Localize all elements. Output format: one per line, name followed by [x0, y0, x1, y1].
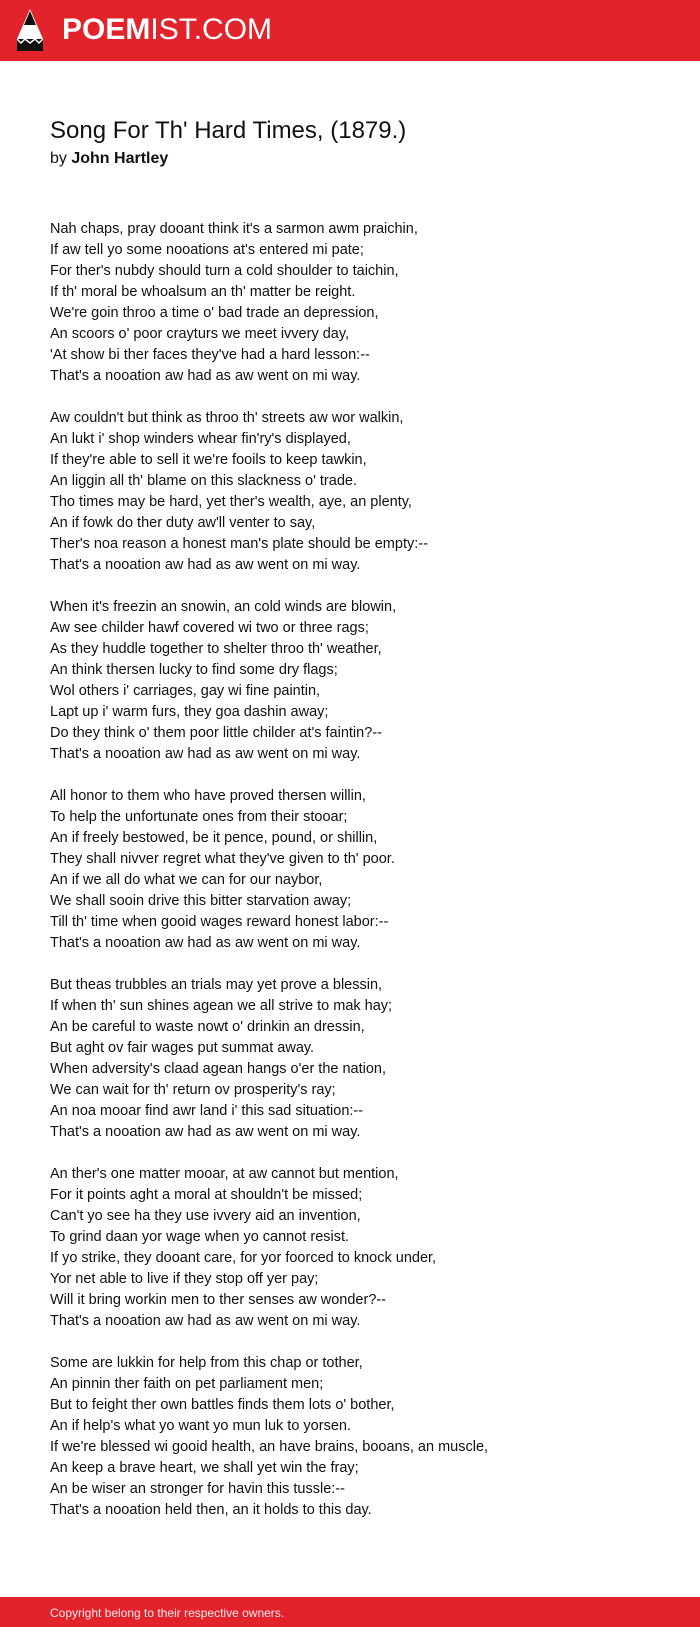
poem-line: An think thersen lucky to find some dry flags;: [50, 662, 338, 678]
poem-line: Can't yo see ha they use ivvery aid an invention,: [50, 1208, 361, 1224]
poem-line: An if we all do what we can for our naybor,: [50, 872, 323, 888]
stanza: [50, 408, 670, 576]
poem-line: For it points aght a moral at shouldn't be missed;: [50, 1187, 363, 1203]
poem-line: Will it bring workin men to ther senses aw wonder?--: [50, 1292, 387, 1308]
stanza: [50, 1353, 670, 1521]
poem-line: An keep a brave heart, we shall yet win the fray;: [50, 1460, 359, 1476]
poem-line: An ther's one matter mooar, at aw cannot but mention,: [50, 1166, 399, 1182]
poem-line: That's a nooation held then, an it holds to this day.: [50, 1502, 372, 1518]
stanza: [50, 219, 670, 387]
stanza: [50, 786, 670, 954]
poem-line: An lukt i' shop winders whear fin'ry's displayed,: [50, 431, 351, 447]
author-link[interactable]: John Hartley: [71, 150, 169, 167]
poem-line: That's a nooation aw had as aw went on mi way.: [50, 1313, 361, 1329]
poem-byline: [50, 149, 168, 169]
poem-line: An be wiser an stronger for havin this tussle:--: [50, 1481, 345, 1497]
poem-line: To help the unfortunate ones from their stooar;: [50, 809, 348, 825]
poem-line: That's a nooation aw had as aw went on mi way.: [50, 746, 361, 762]
poem-line: Tho times may be hard, yet ther's wealth, aye, an plenty,: [50, 494, 412, 510]
poem-title: Song For Th' Hard Times, (1879.): [50, 117, 407, 144]
poem-line: They shall nivver regret what they've given to th' poor.: [50, 851, 395, 867]
poem-line: All honor to them who have proved thersen willin,: [50, 788, 366, 804]
poem-body: [50, 219, 670, 1542]
stanza: [50, 1164, 670, 1332]
poem-line: Till th' time when gooid wages reward honest labor:--: [50, 914, 389, 930]
poem-line: But theas trubbles an trials may yet prove a blessin,: [50, 977, 383, 993]
poem-line: If aw tell yo some nooations at's entered mi pate;: [50, 242, 364, 258]
poem-line: An pinnin ther faith on pet parliament men;: [50, 1376, 324, 1392]
poem-line: But to feight ther own battles finds them lots o' bother,: [50, 1397, 395, 1413]
site-header: [0, 0, 700, 61]
poem-line: We shall sooin drive this bitter starvation away;: [50, 893, 352, 909]
poem-line: But aght ov fair wages put summat away.: [50, 1040, 315, 1056]
poem-line: If we're blessed wi gooid health, an have brains, booans, an muscle,: [50, 1439, 489, 1455]
poem-line: An be careful to waste nowt o' drinkin an dressin,: [50, 1019, 365, 1035]
poem-line: If they're able to sell it we're fooils to keep tawkin,: [50, 452, 367, 468]
poem-line: We can wait for th' return ov prosperity's ray;: [50, 1082, 336, 1098]
by-label: by: [50, 150, 67, 167]
site-footer: [0, 1597, 700, 1627]
logo-bold-text: POEM: [62, 13, 151, 46]
poem-line: An liggin all th' blame on this slackness o' trade.: [50, 473, 357, 489]
poem-line: Wol others i' carriages, gay wi fine paintin,: [50, 683, 321, 699]
poem-line: Some are lukkin for help from this chap or tother,: [50, 1355, 363, 1371]
copyright-text: Copyright belong to their respective owners.: [50, 1606, 285, 1620]
poem-line: That's a nooation aw had as aw went on mi way.: [50, 557, 361, 573]
poem-line: Aw couldn't but think as throo th' streets aw wor walkin,: [50, 410, 404, 426]
poem-line: When adversity's claad agean hangs o'er the nation,: [50, 1061, 387, 1077]
pencil-tip-icon[interactable]: [17, 9, 43, 51]
poem-line: When it's freezin an snowin, an cold winds are blowin,: [50, 599, 397, 615]
poem-line: As they huddle together to shelter throo th' weather,: [50, 641, 382, 657]
poem-line: Nah chaps, pray dooant think it's a sarmon awm praichin,: [50, 221, 418, 237]
poem-line: An noa mooar find awr land i' this sad situation:--: [50, 1103, 364, 1119]
poem-line: Aw see childer hawf covered wi two or three rags;: [50, 620, 369, 636]
poem-line: If th' moral be whoalsum an th' matter be reight.: [50, 284, 356, 300]
poem-line: If yo strike, they dooant care, for yor foorced to knock under,: [50, 1250, 437, 1266]
poem-line: An if help's what yo want yo mun luk to yorsen.: [50, 1418, 351, 1434]
stanza: [50, 975, 670, 1143]
stanza: [50, 597, 670, 765]
poem-line: An if freely bestowed, be it pence, pound, or shillin,: [50, 830, 378, 846]
poem-line: An scoors o' poor crayturs we meet ivvery day,: [50, 326, 350, 342]
poem-line: To grind daan yor wage when yo cannot resist.: [50, 1229, 350, 1245]
poem-line: 'At show bi ther faces they've had a hard lesson:--: [50, 347, 370, 363]
poem-line: We're goin throo a time o' bad trade an depression,: [50, 305, 379, 321]
poem-line: Lapt up i' warm furs, they goa dashin away;: [50, 704, 329, 720]
poem-line: Ther's noa reason a honest man's plate should be empty:--: [50, 536, 428, 552]
poem-line: Yor net able to live if they stop off yer pay;: [50, 1271, 319, 1287]
poem-line: That's a nooation aw had as aw went on mi way.: [50, 935, 361, 951]
poem-line: If when th' sun shines agean we all strive to mak hay;: [50, 998, 393, 1014]
poem-line: For ther's nubdy should turn a cold shoulder to taichin,: [50, 263, 399, 279]
logo-light-text: IST.COM: [150, 13, 273, 46]
poem-line: That's a nooation aw had as aw went on mi way.: [50, 368, 361, 384]
poem-line: That's a nooation aw had as aw went on mi way.: [50, 1124, 361, 1140]
site-logo[interactable]: [62, 13, 272, 47]
poem-line: An if fowk do ther duty aw'll venter to say,: [50, 515, 316, 531]
poem-line: Do they think o' them poor little childer at's faintin?--: [50, 725, 382, 741]
